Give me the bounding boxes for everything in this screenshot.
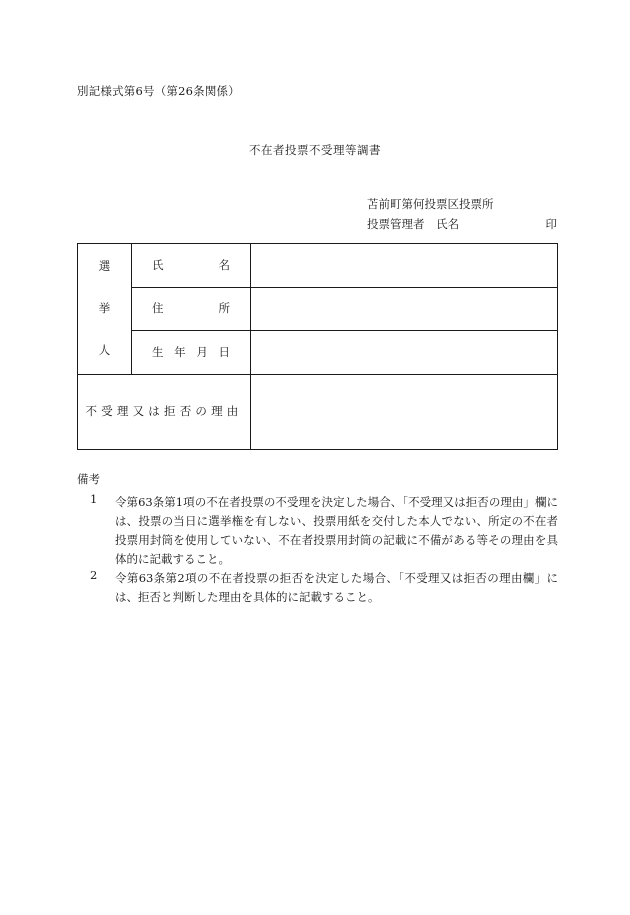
note-item <box>77 569 558 607</box>
elector-char: 人 <box>98 342 111 357</box>
reason-label: 不受理又は拒否の理由 <box>85 404 243 419</box>
note-number: 2 <box>90 567 98 582</box>
label-char: 住 <box>152 301 164 316</box>
name-value-cell[interactable] <box>251 244 558 288</box>
note-number: 1 <box>90 491 98 506</box>
note-text: 令第63条第1項の不在者投票の不受理を決定した場合、「不受理又は拒否の理由」欄には、投票の当日に選挙権を有しない、投票用紙を交付した本人でない、所定の不在者投票用封筒を使用していない、不在者投票用封筒の記載に不備がある等その理由を具体的に記載すること。 <box>115 494 558 566</box>
form-number: 別記様式第6号（第26条関係） <box>77 84 240 98</box>
table-row-birthdate <box>78 331 558 375</box>
manager-signature-line <box>367 218 557 232</box>
table-row-name <box>78 244 558 288</box>
birthdate-label-cell <box>132 331 251 375</box>
note-item <box>77 493 558 569</box>
address-label-cell <box>132 288 251 331</box>
seal-mark: 印 <box>545 217 557 231</box>
label-char: 日 <box>218 344 230 359</box>
note-text: 令第63条第2項の不在者投票の拒否を決定した場合、「不受理又は拒否の理由欄」には、拒否と判断した理由を具体的に記載すること。 <box>115 570 558 604</box>
label-char: 月 <box>196 344 208 359</box>
label-char: 年 <box>174 344 186 359</box>
reason-value-cell[interactable] <box>251 375 558 450</box>
table-row-address <box>78 288 558 331</box>
elector-char: 挙 <box>98 301 111 316</box>
label-char: 名 <box>218 257 230 272</box>
table-row-reason <box>78 375 558 450</box>
reason-label-cell <box>78 375 251 450</box>
manager-label: 投票管理者 <box>367 217 425 231</box>
notes-section <box>77 473 558 607</box>
name-label-cell <box>132 244 251 288</box>
address-value-cell[interactable] <box>251 288 558 331</box>
document-title: 不在者投票不受理等調書 <box>249 143 381 157</box>
label-char: 生 <box>152 344 164 359</box>
polling-station-name: 苫前町第何投票区投票所 <box>367 197 494 211</box>
notes-heading: 備考 <box>77 472 100 486</box>
elector-header-cell <box>78 244 132 375</box>
name-label: 氏名 <box>436 217 460 231</box>
birthdate-value-cell[interactable] <box>251 331 558 375</box>
record-table <box>77 243 558 450</box>
elector-char: 選 <box>98 259 111 274</box>
label-char: 所 <box>218 301 230 316</box>
label-char: 氏 <box>152 257 164 272</box>
